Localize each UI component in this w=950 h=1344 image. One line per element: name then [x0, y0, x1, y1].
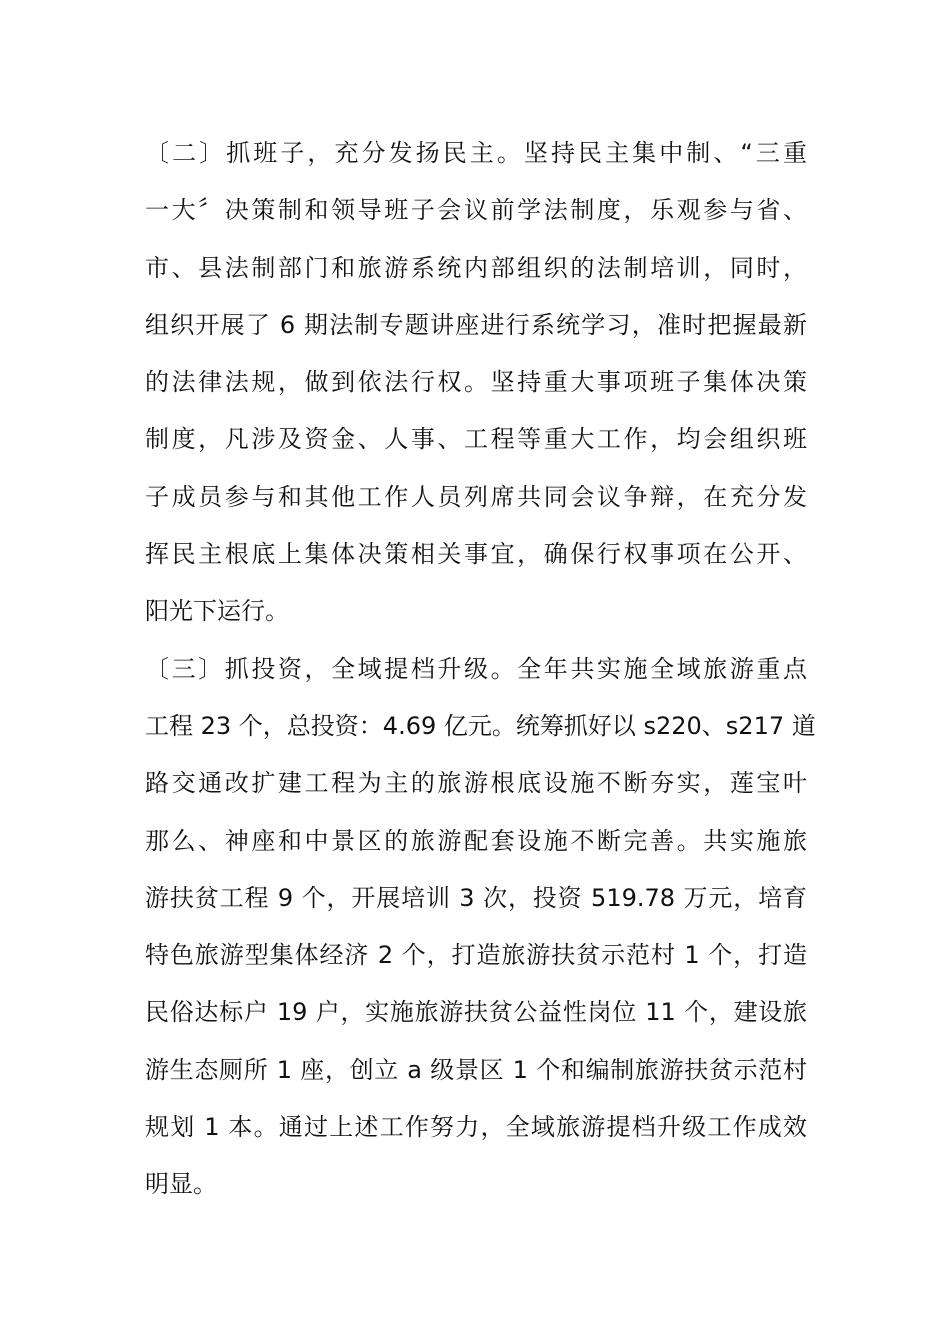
text-line: 那么、神座和中景区的旅游配套设施不断完善。共实施旅 — [145, 826, 807, 855]
text-line: 游生态厕所 1 座，创立 a 级景区 1 个和编制旅游扶贫示范村 — [145, 1055, 807, 1084]
text-line: 挥民主根底上集体决策相关事宜，确保行权事项在公开、 — [145, 540, 807, 569]
document-body — [145, 125, 816, 1214]
paragraph-section-2 — [145, 125, 807, 641]
text-line: 游扶贫工程 9 个，开展培训 3 次，投资 519.78 万元，培育 — [145, 883, 807, 912]
text-line: 路交通改扩建工程为主的旅游根底设施不断夯实，莲宝叶 — [145, 769, 807, 798]
text-line: 工程 23 个，总投资：4.69 亿元。统筹抓好以 s220、s217 道 — [145, 711, 816, 740]
text-line: 一大〞决策制和领导班子会议前学法制度，乐观参与省、 — [145, 196, 807, 225]
text-line: 明显。 — [145, 1170, 217, 1199]
text-line: 特色旅游型集体经济 2 个，打造旅游扶贫示范村 1 个，打造 — [145, 941, 807, 970]
text-line: 制度，凡涉及资金、人事、工程等重大工作，均会组织班 — [145, 425, 807, 454]
text-line: 民俗达标户 19 户，实施旅游扶贫公益性岗位 11 个，建设旅 — [145, 998, 807, 1027]
paragraph-section-3 — [145, 641, 816, 1214]
text-line: 的法律法规，做到依法行权。坚持重大事项班子集体决策 — [145, 368, 807, 397]
text-line: 〔三〕抓投资，全域提档升级。全年共实施全域旅游重点 — [145, 654, 807, 683]
text-line: 组织开展了 6 期法制专题讲座进行系统学习，准时把握最新 — [145, 310, 807, 339]
text-line: 阳光下运行。 — [145, 597, 289, 626]
text-line: 规划 1 本。通过上述工作努力，全域旅游提档升级工作成效 — [145, 1113, 807, 1142]
text-line: 〔二〕抓班子，充分发扬民主。坚持民主集中制、“三重 — [145, 139, 807, 167]
text-line: 市、县法制部门和旅游系统内部组织的法制培训，同时， — [145, 253, 807, 282]
text-line: 子成员参与和其他工作人员列席共同会议争辩，在充分发 — [145, 482, 807, 511]
